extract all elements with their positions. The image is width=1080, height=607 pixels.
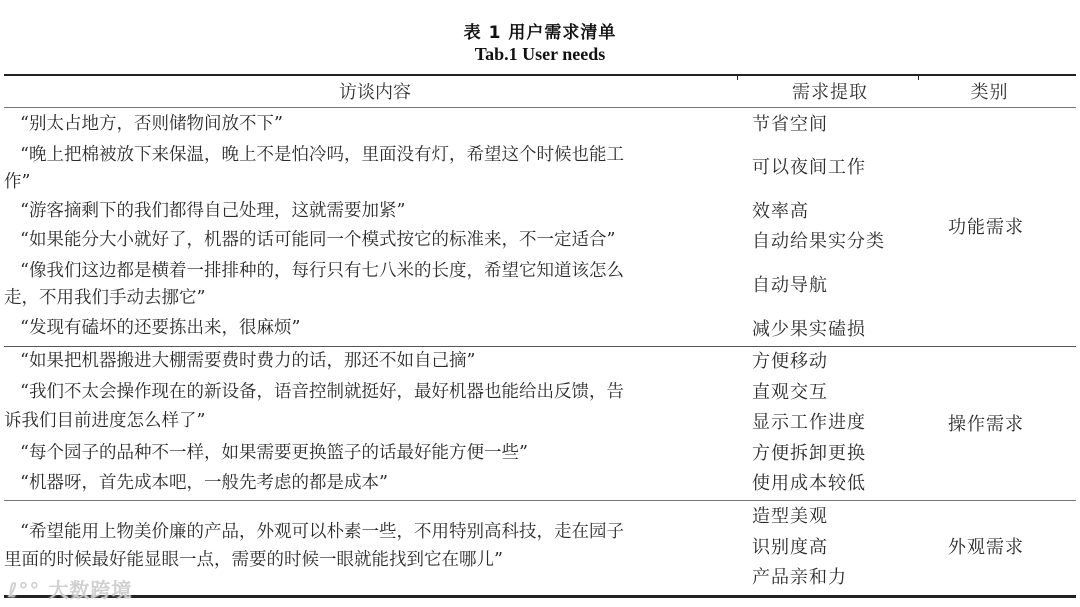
quote: “每个园子的品种不一样，如果需要更换篮子的话最好能方便一些” [20, 443, 528, 463]
column-tick [737, 75, 738, 80]
need-item: 使用成本较低 [752, 473, 866, 494]
quote-continued: 里面的时候最好能显眼一点，需要的时候一眼就能找到它在哪儿” [4, 550, 503, 570]
need-item: 减少果实磕损 [752, 319, 866, 340]
category-appearance: 外观需求 [948, 537, 1024, 558]
quote: “我们不太会操作现在的新设备，语音控制就挺好，最好机器也能给出反馈，告 [20, 382, 624, 402]
table-caption-en: Tab.1 User needs [474, 44, 606, 64]
header-rule [4, 107, 1076, 108]
quote-continued: 走，不用我们手动去挪它” [4, 288, 206, 308]
quote: “游客摘剩下的我们都得自己处理，这就需要加紧” [20, 201, 406, 221]
bottom-rule [4, 595, 1076, 598]
need-item: 造型美观 [752, 506, 828, 527]
need-item: 效率高 [752, 201, 809, 222]
need-item: 自动给果实分类 [752, 231, 885, 252]
quote: “如果把机器搬进大棚需要费时费力的话，那还不如自己摘” [20, 351, 476, 371]
need-item: 节省空间 [752, 114, 828, 135]
group-rule [4, 500, 1076, 501]
quote-continued: 诉我们目前进度怎么样了” [4, 411, 206, 431]
quote: “像我们这边都是横着一排排种的，每行只有七八米的长度，希望它知道该怎么 [20, 261, 624, 281]
watermark-logo [8, 574, 132, 603]
need-item: 显示工作进度 [752, 412, 866, 433]
quote: “别太占地方，否则储物间放不下” [20, 114, 283, 134]
need-item: 方便移动 [752, 351, 828, 372]
watermark-text: 大数跨境 [48, 578, 133, 602]
top-rule [4, 74, 1076, 76]
quote: “机器呀，首先成本吧，一般先考虑的都是成本” [20, 473, 388, 493]
quote: “如果能分大小就好了，机器的话可能同一个模式按它的标准来，不一定适合” [20, 230, 616, 250]
category-operation: 操作需求 [948, 414, 1024, 435]
need-item: 方便拆卸更换 [752, 443, 866, 464]
need-item: 自动导航 [752, 275, 828, 296]
quote: “晚上把棉被放下来保温，晚上不是怕冷吗，里面没有灯，希望这个时候也能工 [20, 145, 624, 165]
header-interview: 访谈内容 [339, 82, 411, 103]
category-functional: 功能需求 [948, 217, 1024, 238]
watermark-icon: ℓ°° [8, 578, 41, 602]
quote: “希望能用上物美价廉的产品，外观可以朴素一些，不用特别高科技，走在园子 [20, 522, 624, 542]
table-caption-cn: 表 1 用户需求清单 [463, 23, 617, 43]
need-item: 可以夜间工作 [752, 157, 866, 178]
need-item: 产品亲和力 [752, 567, 847, 588]
quote-continued: 作” [4, 172, 31, 192]
need-item: 识别度高 [752, 537, 828, 558]
header-need: 需求提取 [792, 82, 868, 103]
need-item: 直观交互 [752, 382, 828, 403]
header-category: 类别 [970, 82, 1009, 103]
quote: “发现有磕坏的还要拣出来，很麻烦” [20, 318, 301, 338]
